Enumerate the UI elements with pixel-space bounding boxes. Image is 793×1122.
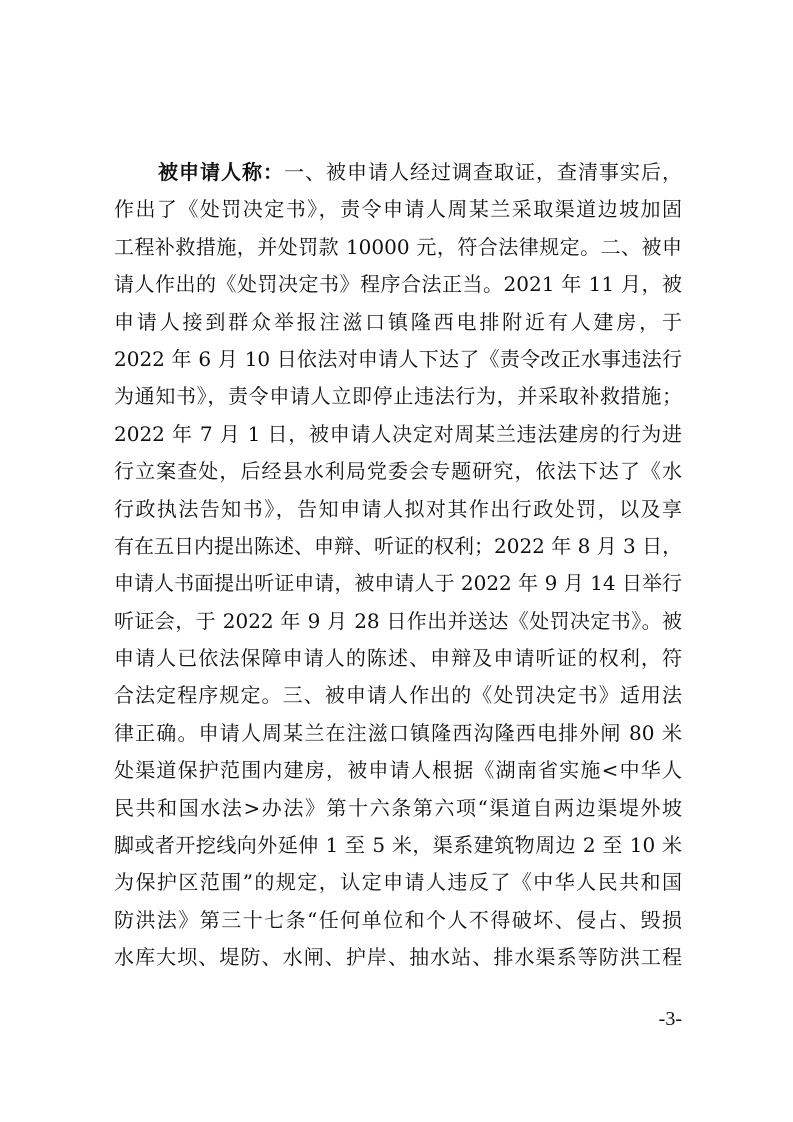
text-line: 合法定程序规定。三、被申请人作出的《处罚决定书》适用法 [114,683,682,708]
text-line: 工程补救措施，并处罚款 10000 元，符合法律规定。二、被申 [114,234,682,259]
text-line: 请人作出的《处罚决定书》程序合法正当。2021 年 11 月，被 [114,272,682,297]
text-line: 听证会，于 2022 年 9 月 28 日作出并送达《处罚决定书》。被 [114,608,682,633]
text-line: 民共和国水法>办法》第十六条第六项“渠道自两边渠堤外坡 [114,795,682,820]
text-line: 水库大坝、堤防、水闸、护岸、抽水站、排水渠系等防洪工程 [114,945,682,970]
text-line: 为通知书》，责令申请人立即停止违法行为，并采取补救措施； [114,384,682,409]
text-line: 申请人已依法保障申请人的陈述、申辩及申请听证的权利，符 [114,646,682,671]
text-line: 2022 年 7 月 1 日，被申请人决定对周某兰违法建房的行为进 [114,421,682,446]
text-line: 防洪法》第三十七条“任何单位和个人不得破坏、侵占、毁损 [114,907,682,932]
text-line: 申请人书面提出听证申请，被申请人于 2022 年 9 月 14 日举行 [114,571,682,596]
text-line: 为保护区范围”的规定，认定申请人违反了《中华人民共和国 [114,870,682,895]
body-text [114,154,682,977]
text-line [114,154,682,191]
text-line: 律正确。申请人周某兰在注滋口镇隆西沟隆西电排外闸 80 米 [114,720,682,745]
text-line: 行政执法告知书》，告知申请人拟对其作出行政处罚，以及享 [114,496,682,521]
text-line: 处渠道保护范围内建房，被申请人根据《湖南省实施<中华人 [114,758,682,783]
text-line-content: 一、被申请人经过调查取证，查清事实后， [284,160,682,184]
lead-label: 被申请人称： [158,160,284,184]
text-line: 2022 年 6 月 10 日依法对申请人下达了《责令改正水事违法行 [114,346,682,371]
page-number: -3- [658,1008,682,1030]
text-line: 作出了《处罚决定书》，责令申请人周某兰采取渠道边坡加固 [114,197,682,222]
text-line: 申请人接到群众举报注滋口镇隆西电排附近有人建房，于 [114,309,682,334]
text-line: 行立案查处，后经县水利局党委会专题研究，依法下达了《水 [114,459,682,484]
text-line: 有在五日内提出陈述、申辩、听证的权利；2022 年 8 月 3 日， [114,533,682,558]
text-line: 脚或者开挖线向外延伸 1 至 5 米，渠系建筑物周边 2 至 10 米 [114,833,682,858]
